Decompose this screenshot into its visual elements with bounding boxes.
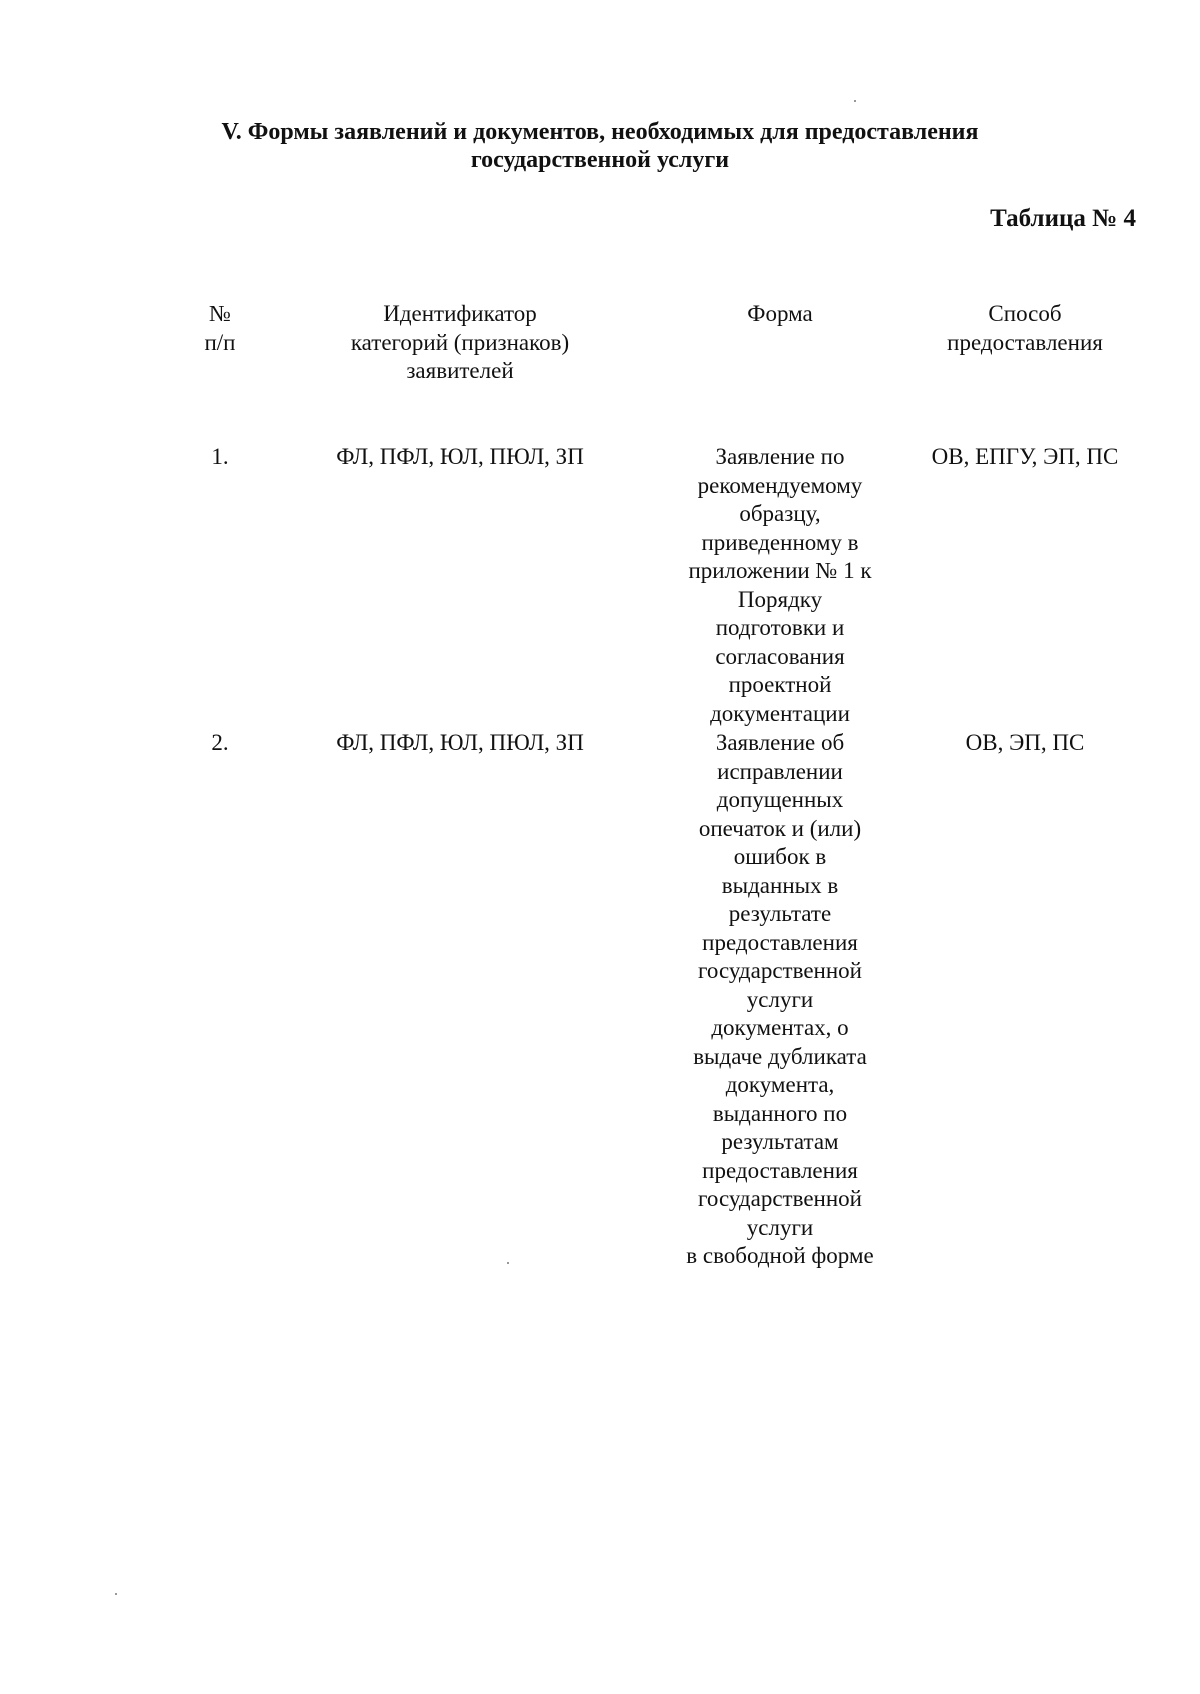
- header-form-label: Форма: [747, 301, 813, 326]
- row-2-number: 2.: [211, 730, 229, 755]
- scan-speck: [854, 100, 856, 102]
- row-1-form-line: проектной: [728, 672, 832, 697]
- row-2-form-line: опечаток и (или): [698, 815, 862, 841]
- page-title: [150, 118, 1050, 174]
- row-2-form-line: предоставления: [702, 929, 858, 955]
- header-number: [165, 300, 275, 357]
- row-1-form-line: документации: [710, 700, 850, 726]
- row-1-form-line: Заявление по: [715, 444, 845, 469]
- row-2-form-line: ошибок в: [733, 844, 827, 869]
- row-1-identifier: ФЛ, ПФЛ, ЮЛ, ПЮЛ, ЗП: [336, 444, 584, 469]
- row-2-form-line: результате: [728, 901, 832, 926]
- row-2-form-line: услуги: [746, 986, 814, 1012]
- row-2-form-line: услуги: [746, 1214, 814, 1240]
- scan-speck: [507, 1262, 509, 1264]
- header-identifier-line-1: Идентификатор: [383, 301, 537, 326]
- row-2-method: ОВ, ЭП, ПС: [965, 730, 1085, 755]
- header-method: [905, 300, 1145, 357]
- row-1-form-line: подготовки и: [715, 615, 845, 640]
- row-2-form-line: в свободной форме: [686, 1243, 874, 1268]
- header-form: [660, 300, 900, 329]
- row-2-form-line: исправлении: [717, 758, 843, 784]
- row-1-form-line: приведенному в: [701, 529, 859, 555]
- row-2-form-line: государственной: [698, 958, 862, 983]
- row-2-form-line: государственной: [698, 1186, 862, 1211]
- header-method-line-1: Способ: [988, 301, 1062, 326]
- row-2-form-line: документах, о: [711, 1015, 849, 1040]
- row-1-method: ОВ, ЕПГУ, ЭП, ПС: [931, 444, 1119, 469]
- row-2-form-line: Заявление об: [715, 730, 845, 755]
- scan-speck: [115, 1593, 117, 1595]
- row-2-form: [660, 729, 900, 1271]
- page-title-line-2: государственной услуги: [470, 147, 730, 173]
- row-2-form-line: допущенных: [716, 787, 844, 812]
- row-1-number: 1.: [211, 444, 229, 469]
- row-2-form-line: выданного по: [712, 1100, 848, 1126]
- header-identifier: [300, 300, 620, 386]
- header-identifier-line-3: заявителей: [406, 358, 514, 383]
- header-identifier-line-2: категорий (признаков): [350, 329, 570, 355]
- row-2-form-line: выданных в: [721, 872, 839, 898]
- row-2-form-line: результатам: [721, 1129, 839, 1154]
- table-caption: Таблица № 4: [990, 205, 1136, 232]
- row-2-form-line: выдаче дубликата: [693, 1043, 867, 1069]
- row-1-form: [660, 443, 900, 728]
- header-number-line-1: №: [209, 301, 231, 326]
- row-1-form-line: Порядку: [737, 586, 823, 612]
- page-title-line-1: V. Формы заявлений и документов, необходимых для предоставления: [221, 119, 979, 145]
- row-1-form-line: рекомендуемому: [697, 472, 863, 498]
- header-number-line-2: п/п: [204, 329, 236, 355]
- row-2-form-line: документа,: [725, 1072, 835, 1097]
- header-method-line-2: предоставления: [947, 329, 1103, 355]
- row-2-identifier: ФЛ, ПФЛ, ЮЛ, ПЮЛ, ЗП: [336, 730, 584, 755]
- row-1-form-line: согласования: [715, 643, 845, 669]
- row-2-form-line: предоставления: [702, 1157, 858, 1183]
- row-1-form-line: образцу,: [739, 501, 821, 526]
- row-1-form-line: приложении № 1 к: [688, 558, 872, 583]
